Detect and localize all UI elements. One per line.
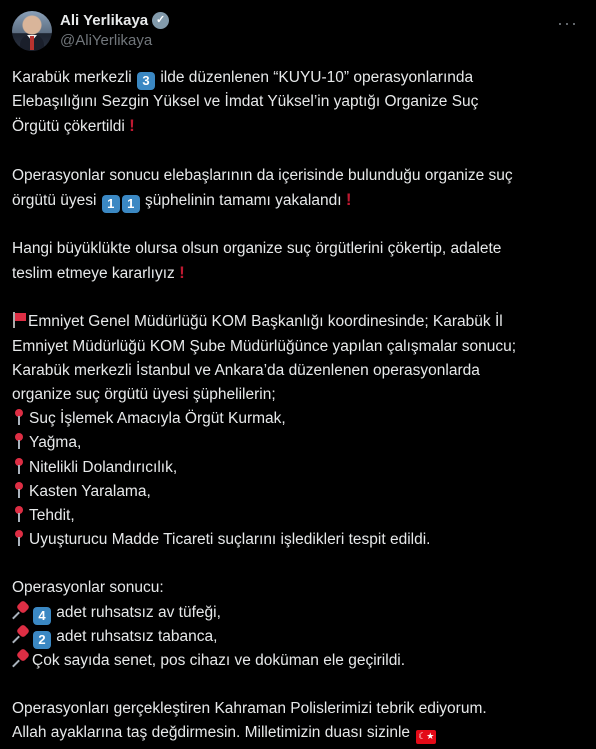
list-item	[12, 431, 584, 455]
list-item-text: adet ruhsatsız tabanca,	[52, 627, 218, 645]
keycap-1-icon: 1	[102, 195, 120, 213]
author-names	[60, 12, 169, 49]
keycap-4-icon: 4	[33, 607, 51, 625]
list-item-text: Uyuşturucu Madde Ticareti suçlarını işledikleri tespit edildi.	[29, 531, 431, 549]
author-display-name[interactable]: Ali Yerlikaya	[60, 12, 149, 29]
list-item-text: Suç İşlemek Amacıyla Örgüt Kurmak,	[29, 410, 286, 428]
round-pushpin-icon	[12, 505, 26, 523]
list-item	[12, 649, 584, 673]
list-item	[12, 528, 584, 552]
paragraph-5	[12, 576, 584, 673]
avatar-tie	[30, 36, 34, 50]
list-item-text: Yağma,	[29, 434, 82, 452]
text-line	[12, 261, 584, 286]
text-segment: Örgütü çökertildi	[12, 118, 130, 136]
text-segment: şüphelinin tamamı yakalandı	[140, 191, 346, 209]
text-segment: Emniyet Genel Müdürlüğü KOM Başkanlığı koordinesinde; Karabük İl	[28, 313, 503, 331]
text-line	[12, 66, 584, 90]
exclamation-icon: !	[129, 116, 135, 136]
verified-badge-icon[interactable]: ✓	[152, 12, 169, 29]
text-segment: örgütü üyesi	[12, 191, 101, 209]
text-line: Operasyonlar sonucu elebaşlarının da içerisinde bulunduğu organize suç	[12, 166, 513, 184]
exclamation-icon: !	[345, 189, 352, 209]
round-pushpin-icon	[12, 408, 26, 426]
paragraph-4	[12, 310, 584, 552]
list-item	[12, 480, 584, 504]
turkey-flag-icon: ☾★	[416, 730, 436, 744]
paragraph-2	[12, 164, 584, 213]
list-item-text: Nitelikli Dolandırıcılık,	[29, 458, 178, 476]
red-flag-icon	[12, 312, 26, 328]
text-line: Operasyonları gerçekleştiren Kahraman Polislerimizi tebrik ediyorum.	[12, 700, 487, 718]
text-line: Operasyonlar sonucu:	[12, 579, 164, 597]
text-line: Elebaşılığını Sezgin Yüksel ve İmdat Yüksel’in yaptığı Organize Suç	[12, 93, 479, 111]
paragraph-6	[12, 697, 584, 745]
text-line: organize suç örgütü üyesi şüphelilerin;	[12, 386, 276, 404]
list-item	[12, 504, 584, 528]
display-name-row	[60, 12, 169, 29]
text-line: Karabük merkezli İstanbul ve Ankara’da düzenlenen operasyonlarda	[12, 361, 480, 379]
post-text	[12, 66, 584, 746]
list-item-text: Çok sayıda senet, pos cihazı ve doküman ele geçirildi.	[32, 652, 406, 670]
round-pushpin-icon	[12, 529, 26, 547]
list-item	[12, 625, 584, 649]
list-item-text: adet ruhsatsız av tüfeği,	[52, 603, 221, 621]
text-line: Emniyet Müdürlüğü KOM Şube Müdürlüğünce yapılan çalışmalar sonucu;	[12, 337, 517, 355]
pushpin-icon	[12, 650, 30, 668]
paragraph-1	[12, 66, 584, 140]
list-item	[12, 601, 584, 625]
text-segment: Allah ayaklarına taş değdirmesin. Milletimizin duası sizinle	[12, 724, 415, 742]
text-line	[12, 310, 584, 334]
exclamation-icon: !	[179, 263, 185, 283]
pushpin-icon	[12, 626, 30, 644]
avatar[interactable]	[12, 11, 52, 51]
list-item	[12, 456, 584, 480]
text-segment: teslim etmeye kararlıyız	[12, 265, 180, 283]
round-pushpin-icon	[12, 432, 26, 450]
author-handle[interactable]: @AliYerlikaya	[60, 32, 153, 49]
list-item-text: Kasten Yaralama,	[29, 482, 151, 500]
text-line	[12, 188, 584, 213]
list-item-text: Tehdit,	[29, 507, 75, 525]
keycap-1-icon: 1	[122, 195, 140, 213]
text-segment: Karabük merkezli	[12, 69, 137, 86]
text-line	[12, 721, 584, 745]
keycap-2-icon: 2	[33, 631, 51, 649]
text-line: Hangi büyüklükte olursa olsun organize suç örgütlerini çökertip, adalete	[12, 240, 502, 258]
post-header	[12, 10, 584, 54]
paragraph-3	[12, 237, 584, 286]
keycap-3-icon: 3	[137, 72, 155, 90]
round-pushpin-icon	[12, 457, 26, 475]
pushpin-icon	[12, 602, 30, 620]
text-line	[12, 114, 584, 139]
list-item	[12, 407, 584, 431]
round-pushpin-icon	[12, 481, 26, 499]
more-options-icon[interactable]: ···	[557, 13, 578, 33]
text-segment: ilde düzenlenen “KUYU-10” operasyonlarında	[156, 69, 474, 86]
